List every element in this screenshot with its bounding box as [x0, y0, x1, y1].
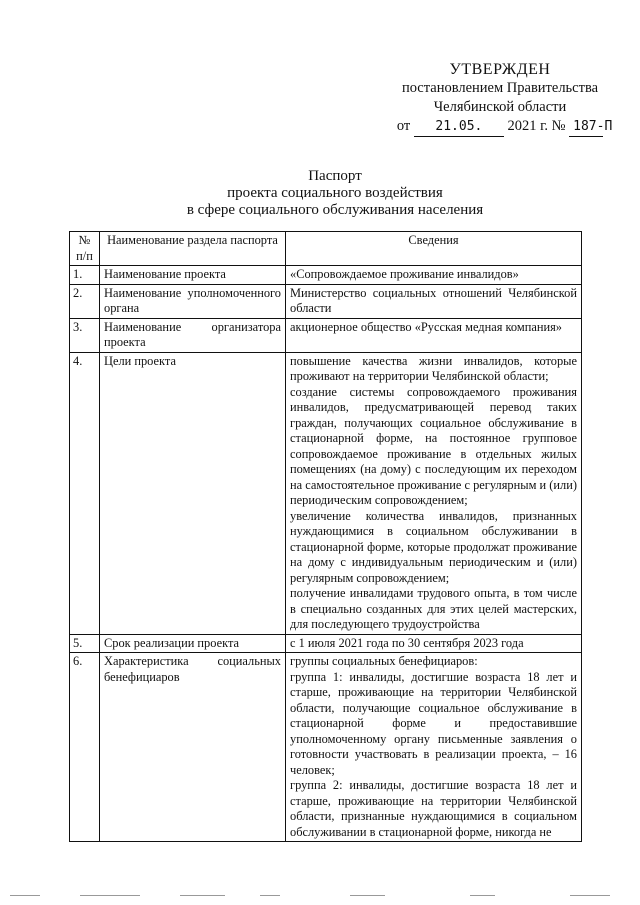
row-info	[286, 653, 582, 842]
row-section-name: Срок реализации проекта	[100, 634, 286, 653]
row-number: 1.	[70, 266, 100, 285]
date-prefix: от	[396, 118, 411, 134]
row-number: 4.	[70, 352, 100, 634]
approval-number: 187-П	[569, 117, 603, 137]
table-row	[70, 266, 582, 285]
table-row	[70, 352, 582, 634]
row-number: 5.	[70, 634, 100, 653]
approval-block	[380, 60, 620, 137]
info-paragraph: с 1 июля 2021 года по 30 сентября 2023 года	[290, 635, 524, 650]
table-row	[70, 318, 582, 352]
scan-edge-marks	[10, 893, 630, 899]
approval-date-line	[380, 117, 620, 137]
info-paragraph: Министерство социальных отношений Челябинской области	[290, 285, 577, 315]
row-info	[286, 284, 582, 318]
header-number: № п/п	[70, 232, 100, 266]
row-info	[286, 634, 582, 653]
heading-line-2: проекта социального воздействия	[227, 185, 443, 201]
header-section-name: Наименование раздела паспорта	[100, 232, 286, 266]
passport-table	[69, 231, 582, 842]
info-paragraph: группа 1: инвалиды, достигшие возраста 18 лет и старше, проживающие на территории Челябинской области, получающие социальное обслуживание в стационарной форме и предоставившие уполномоченному органу письменные заявления о готовности участвовать в реализации проекта, – 16 человек;	[290, 669, 577, 777]
table-row	[70, 284, 582, 318]
row-info	[286, 352, 582, 634]
row-section-name: Наименование уполномоченного органа	[100, 284, 286, 318]
info-paragraph: создание системы сопровождаемого проживания инвалидов, предусматривающей перевод таких граждан, получающих социальное обслуживание в стационарной форме, на постоянное групповое сопровождаемое проживание в отдельных жилых помещениях (на дому) с последующим их переходом на самостоятельное проживание с регулярным и (или) периодическим сопровождением;	[290, 384, 577, 507]
row-number: 2.	[70, 284, 100, 318]
info-paragraph: «Сопровождаемое проживание инвалидов»	[290, 267, 519, 281]
row-section-name: Наименование проекта	[100, 266, 286, 285]
row-section-name: Цели проекта	[100, 352, 286, 634]
row-section-name: Наименование организатора проекта	[100, 318, 286, 352]
row-section-name: Характеристика социальных бенефициаров	[100, 653, 286, 842]
row-info	[286, 318, 582, 352]
approval-date: 21.05.	[414, 117, 504, 137]
table-body	[70, 266, 582, 842]
info-paragraph: получение инвалидами трудового опыта, в том числе в специально созданных для этих целей мастерских, для последующего трудоустройства	[290, 586, 577, 631]
approval-line-1: постановлением Правительства	[401, 80, 599, 96]
table-row	[70, 634, 582, 653]
table-row	[70, 653, 582, 842]
document-heading	[100, 168, 570, 219]
header-info: Сведения	[286, 232, 582, 266]
info-paragraph: повышение качества жизни инвалидов, которые проживают на территории Челябинской области;	[290, 353, 577, 383]
info-paragraph: группы социальных бенефициаров:	[290, 654, 478, 668]
info-paragraph: группа 2: инвалиды, достигшие возраста 18 лет и старше, проживающие на территории Челябинской области, признанные нуждающимися в социальном обслуживании в стационарной форме, никогда не	[290, 778, 577, 839]
heading-line-1: Паспорт	[308, 168, 362, 184]
info-paragraph: увеличение количества инвалидов, признанных нуждающимися в социальном обслуживании в стационарной форме, которые продолжат проживание на дому с индивидуальным периодическим и (или) регулярным сопровождением;	[290, 508, 577, 585]
row-number: 3.	[70, 318, 100, 352]
row-number: 6.	[70, 653, 100, 842]
approval-title: УТВЕРЖДЕН	[449, 61, 551, 78]
heading-line-3: в сфере социального обслуживания населения	[186, 202, 484, 218]
table-header-row	[70, 232, 582, 266]
year-text: 2021 г. №	[507, 118, 566, 134]
info-paragraph: акционерное общество «Русская медная компания»	[290, 319, 562, 334]
row-info	[286, 266, 582, 285]
approval-line-2: Челябинской области	[433, 99, 567, 115]
